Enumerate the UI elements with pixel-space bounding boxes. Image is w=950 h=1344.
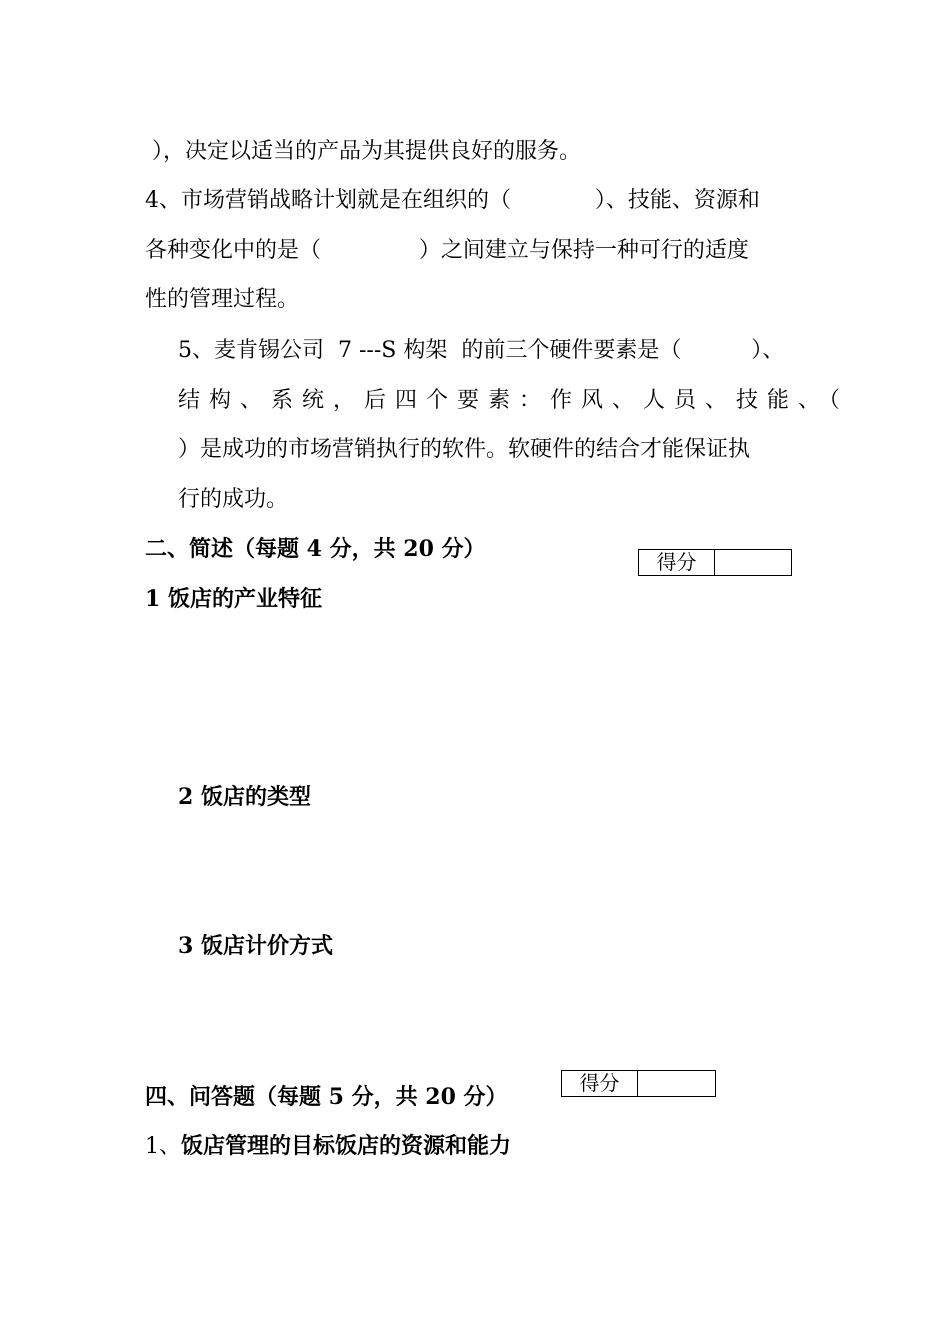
question-text: 饭店管理的目标饭店的资源和能力 (181, 1133, 512, 1159)
question-5-line-2: 结构、系统，后四个要素：作风、人员、技能、（ (178, 388, 850, 413)
score-box-section-2 (638, 549, 792, 576)
question-5-line-3: ）是成功的市场营销执行的软件。软硬件的结合才能保证执 (178, 437, 751, 462)
question-4-line-1: 4、市场营销战略计划就是在组织的（ ）、技能、资源和 (145, 188, 760, 213)
score-label: 得分 (562, 1071, 638, 1096)
section-2-question-1: 1 饭店的产业特征 (145, 586, 322, 612)
score-value-field[interactable] (638, 1071, 715, 1096)
question-4-line-2: 各种变化中的是（ ）之间建立与保持一种可行的适度 (145, 238, 749, 263)
section-4-heading: 四、问答题（每题 5 分，共 20 分） (145, 1084, 508, 1110)
question-4-line-3: 性的管理过程。 (145, 287, 300, 312)
score-value-field[interactable] (715, 550, 791, 575)
question-5-line-1: 5、麦肯锡公司 7 ---S 构架 的前三个硬件要素是（ ）、 (178, 338, 785, 363)
section-2-heading: 二、简述（每题 4 分，共 20 分） (145, 536, 486, 562)
score-label: 得分 (639, 550, 715, 575)
section-2-question-3: 3 饭店计价方式 (178, 933, 333, 959)
question-5-line-4: 行的成功。 (178, 487, 289, 512)
score-box-section-4 (561, 1070, 716, 1097)
section-4-question-1 (145, 1131, 511, 1162)
question-number: 1、 (145, 1134, 181, 1159)
section-2-question-2: 2 饭店的类型 (178, 784, 311, 810)
continuation-line: ），决定以适当的产品为其提供良好的服务。 (152, 139, 582, 164)
